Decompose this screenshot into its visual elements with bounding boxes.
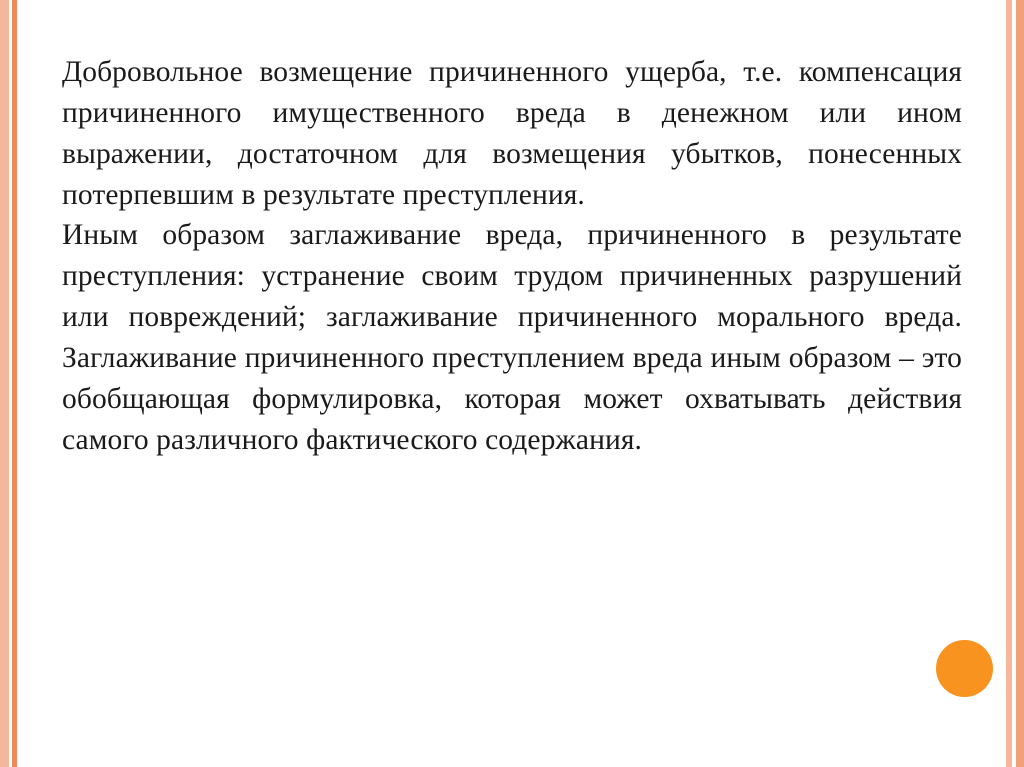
accent-circle-decor — [936, 640, 993, 697]
slide-body — [62, 52, 962, 460]
left-decor-bar-inner — [12, 0, 17, 767]
paragraph-2: Иным образом заглаживание вреда, причиненного в результате преступления: устранение своим трудом причиненных разрушений или повреждений; заглаживание причиненного морального вреда. Заглаживание причиненного преступлением вреда иным образом – это обобщающая формулировка, которая может охватывать действия самого различного фактического содержания. — [62, 219, 962, 456]
left-decor-bar-outer — [0, 0, 9, 767]
paragraph-1: Добровольное возмещение причиненного ущерба, т.е. компенсация причиненного имущественного вреда в денежном или ином выражении, достаточном для возмещения убытков, понесенных потерпевшим в результате преступления. — [62, 56, 962, 211]
right-decor-bar-outer — [1016, 0, 1024, 767]
